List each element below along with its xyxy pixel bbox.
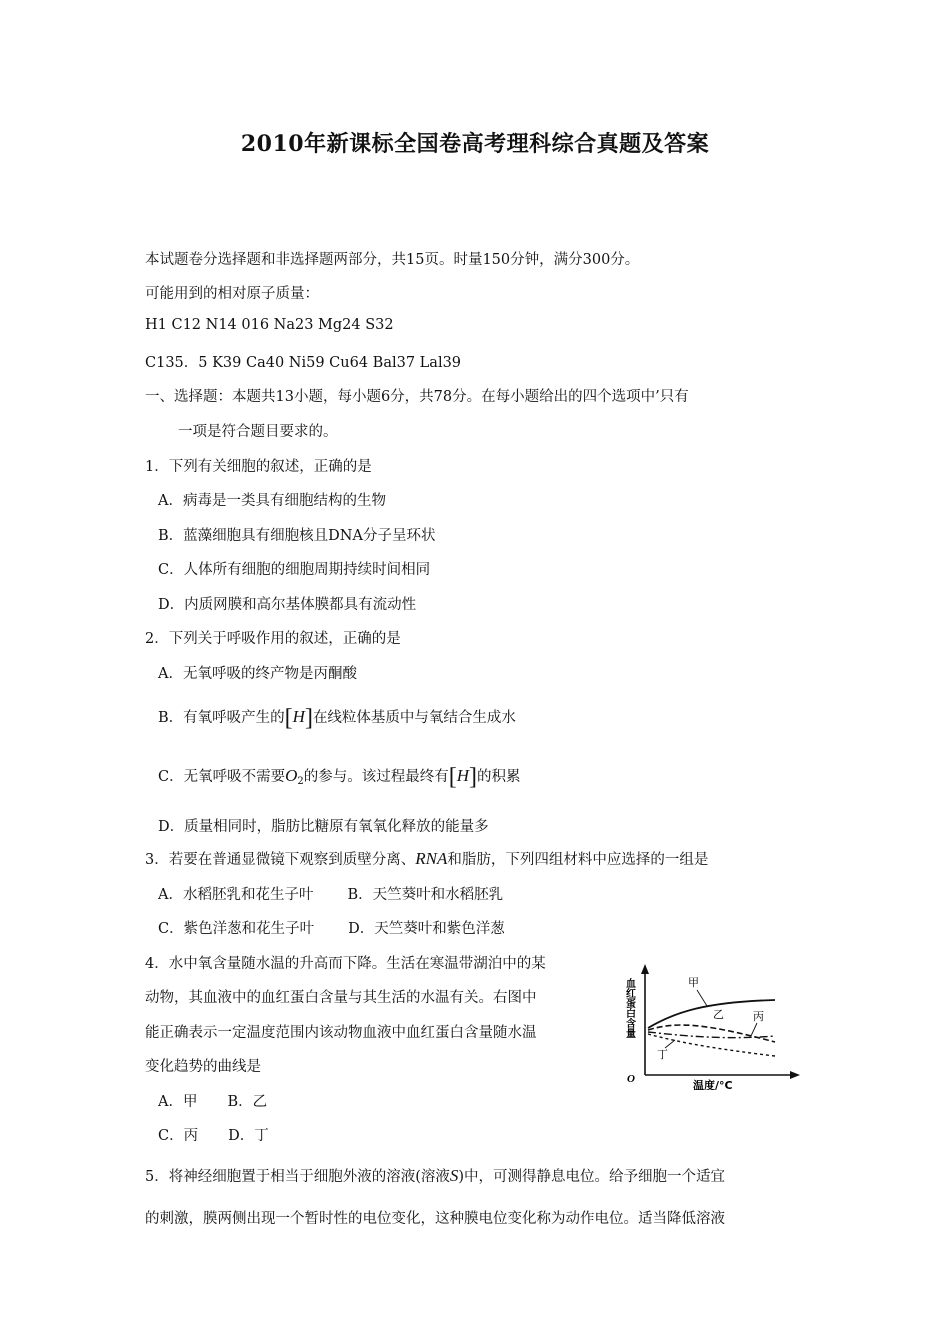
stem-text-pre: 5．将神经细胞置于相当于细胞外液的溶液(溶液 — [145, 1169, 450, 1185]
question-4-option-d: D．丁 — [228, 1128, 269, 1144]
curve-label-yi: 乙 — [713, 1008, 724, 1021]
question-2-stem: 2．下列关于呼吸作用的叙述，正确的是 — [145, 631, 401, 647]
question-3-option-a: A．水稻胚乳和花生子叶 — [158, 887, 314, 903]
question-2-option-c: C．无氧呼吸不需要$O_2$的参与。该过程最终有[H]的积累 — [158, 764, 521, 790]
intro-line: 本试题卷分选择题和非选择题两部分，共15页。时量150分钟，满分300分。 — [145, 252, 640, 268]
stem-text-pre: 3．若要在普通显微镜下观察到质壁分离、 — [145, 852, 416, 868]
h-symbol: H — [456, 766, 470, 785]
question-3-option-b: B．天竺葵叶和水稻胚乳 — [347, 887, 504, 903]
stem-text-post: )中，可测得静息电位。给予细胞一个适宜 — [458, 1169, 726, 1185]
section-heading: 一、选择题：本题共13小题，每小题6分，共78分。在每小题给出的四个选项中’只有 — [145, 389, 689, 405]
curve-bing — [648, 1032, 775, 1038]
question-4-option-c: C．丙 — [158, 1128, 199, 1144]
hemoglobin-temperature-figure — [615, 960, 800, 1090]
question-4-option-b: B．乙 — [227, 1094, 268, 1110]
option-b-text-pre: B．有氧呼吸产生的 — [158, 710, 285, 726]
curve-label-ding: 丁 — [657, 1048, 668, 1061]
y-axis-label: 血红蛋白含量 — [623, 978, 635, 1038]
oxygen-symbol: O — [285, 766, 298, 785]
x-axis-arrow — [790, 1071, 800, 1079]
question-3-options-cd — [158, 917, 505, 938]
question-1-stem: 1．下列有关细胞的叙述，正确的是 — [145, 459, 372, 475]
leader-jia — [697, 990, 707, 1006]
curve-label-jia: 甲 — [688, 976, 699, 989]
atomic-mass-line: H1 C12 N14 016 Na23 Mg24 S32 — [145, 317, 394, 333]
h-symbol: H — [292, 707, 305, 726]
y-axis-arrow — [641, 964, 649, 974]
origin-label: O — [627, 1073, 635, 1085]
curve-label-bing: 丙 — [753, 1010, 764, 1023]
page-title: 2010年新课标全国卷高考理科综合真题及答案 — [240, 131, 710, 157]
section-heading-cont: 一项是符合题目要求的。 — [178, 424, 338, 440]
question-2-option-d: D．质量相同时，脂肪比糖原有氧氧化释放的能量多 — [158, 819, 489, 835]
question-1-option-d: D．内质网膜和高尔基体膜都具有流动性 — [158, 597, 417, 613]
x-axis-label: 温度/°C — [693, 1079, 733, 1090]
question-4-option-a: A．甲 — [158, 1094, 198, 1110]
question-4-stem: 能正确表示一定温度范围内该动物血液中血红蛋白含量随水温 — [145, 1025, 537, 1041]
question-5-stem — [145, 1165, 725, 1186]
question-3-options-ab — [158, 883, 503, 904]
question-4-options-cd — [158, 1124, 269, 1145]
question-2-option-b: B．有氧呼吸产生的[H]在线粒体基质中与氧结合生成水 — [158, 705, 516, 731]
question-2-option-a: A．无氧呼吸的终产物是丙酮酸 — [158, 666, 357, 682]
question-4-stem: 4．水中氧含量随水温的升高而下降。生活在寒温带湖泊中的某 — [145, 956, 546, 972]
atomic-mass-line: C135．5 K39 Ca40 Ni59 Cu64 Bal37 Lal39 — [145, 355, 462, 371]
option-c-text-post: 的积累 — [477, 769, 521, 785]
intro-line: 可能用到的相对原子质量： — [145, 286, 319, 302]
question-1-option-b: B．蓝藻细胞具有细胞核且DNA分子呈环状 — [158, 528, 436, 544]
question-4-stem: 动物，其血液中的血红蛋白含量与其生活的水温有关。右图中 — [145, 990, 537, 1006]
question-4-stem: 变化趋势的曲线是 — [145, 1059, 261, 1075]
question-3-option-c: C．紫色洋葱和花生子叶 — [158, 921, 315, 937]
option-b-text-post: 在线粒体基质中与氧结合生成水 — [312, 710, 516, 726]
question-3-option-d: D．天竺葵叶和紫色洋葱 — [348, 921, 505, 937]
oxygen-subscript: 2 — [297, 776, 304, 787]
leader-ding — [665, 1040, 675, 1048]
question-5-stem: 的刺激，膜两侧出现一个暂时性的电位变化，这种膜电位变化称为动作电位。适当降低溶液 — [145, 1211, 725, 1227]
option-c-text-pre: C．无氧呼吸不需要 — [158, 769, 286, 785]
question-1-option-a: A．病毒是一类具有细胞结构的生物 — [158, 493, 386, 509]
stem-text-post: 和脂肪，下列四组材料中应选择的一组是 — [447, 852, 709, 868]
rna-symbol: RNA — [415, 849, 448, 868]
s-symbol: S — [449, 1166, 459, 1185]
question-4-options-ab — [158, 1090, 267, 1111]
leader-bing — [751, 1023, 757, 1036]
question-1-option-c: C．人体所有细胞的细胞周期持续时间相同 — [158, 562, 431, 578]
option-c-text-mid: 的参与。该过程最终有 — [303, 769, 449, 785]
question-3-stem — [145, 848, 708, 869]
